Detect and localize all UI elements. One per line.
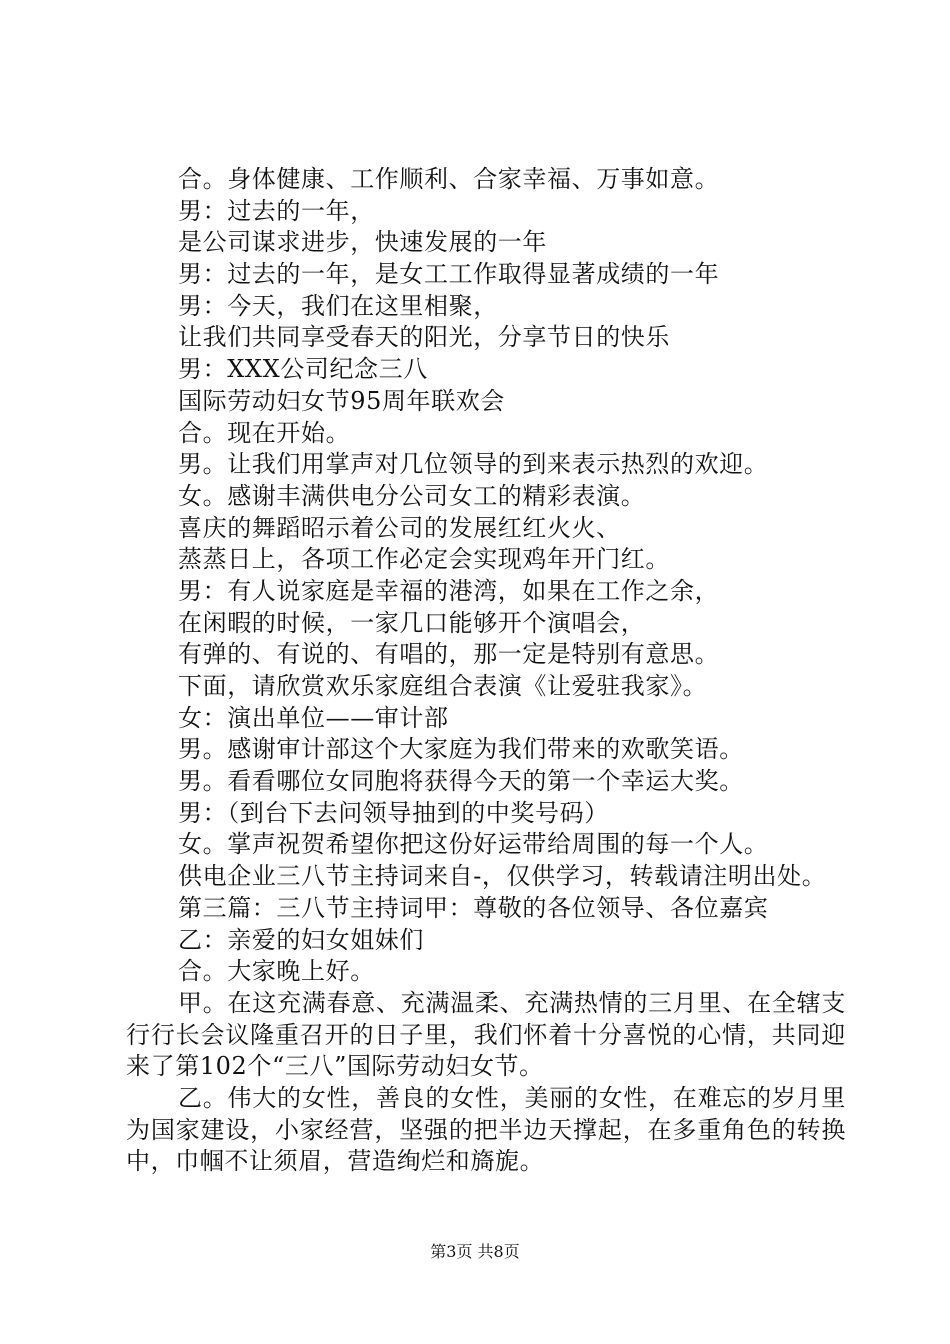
- text-line: 男。看看哪位女同胞将获得今天的第一个幸运大奖。: [178, 767, 744, 796]
- text-line: 供电企业三八节主持词来自-，仅供学习，转载请注明出处。: [178, 862, 827, 891]
- page-footer: 第3页 共8页: [430, 1242, 520, 1261]
- text-line: 男。感谢审计部这个大家庭为我们带来的欢歌笑语。: [178, 735, 744, 764]
- paragraph: 乙。伟大的女性，善良的女性，美丽的女性，在难忘的岁月里为国家建设，小家经营，坚强的把半边天撑起，在多重角色的转换中，巾帼不让须眉，营造绚烂和旖旎。: [126, 1083, 846, 1176]
- text-line: 蒸蒸日上，各项工作必定会实现鸡年开门红。: [178, 545, 670, 574]
- text-line: 乙：亲爱的妇女姐妹们: [178, 925, 424, 954]
- text-line: 合。现在开始。: [178, 418, 351, 447]
- text-line: 女。感谢丰满供电分公司女工的精彩表演。: [178, 481, 646, 510]
- text-line: 女。掌声祝贺希望你把这份好运带给周围的每一个人。: [178, 830, 769, 859]
- text-line: 是公司谋求进步，快速发展的一年: [178, 228, 547, 257]
- text-line: 国际劳动妇女节95周年联欢会: [178, 386, 505, 415]
- text-line: 合。大家晚上好。: [178, 957, 375, 986]
- text-line: 合。身体健康、工作顺利、合家幸福、万事如意。: [178, 165, 720, 193]
- text-line: 男：过去的一年，是女工工作取得显著成绩的一年: [178, 260, 720, 289]
- text-line: 男：今天，我们在这里相聚，: [178, 291, 498, 320]
- text-line: 男：（到台下去问领导抽到的中奖号码）: [178, 798, 609, 827]
- text-line: 男：过去的一年，: [178, 196, 375, 225]
- text-line: 男：XXX公司纪念三八: [178, 355, 428, 384]
- text-line: 女：演出单位——审计部: [178, 703, 449, 732]
- text-line: 男。让我们用掌声对几位领导的到来表示热烈的欢迎。: [178, 450, 769, 479]
- document-body: [126, 164, 846, 1178]
- text-line: 让我们共同享受春天的阳光，分享节日的快乐: [178, 323, 670, 352]
- text-line: 在闲暇的时候，一家几口能够开个演唱会，: [178, 608, 646, 637]
- text-line: 喜庆的舞蹈昭示着公司的发展红红火火、: [178, 513, 621, 542]
- text-line: 第三篇：三八节主持词甲：尊敬的各位领导、各位嘉宾: [178, 893, 769, 922]
- paragraph: 甲。在这充满春意、充满温柔、充满热情的三月里、在全辖支行行长会议隆重召开的日子里，我们怀着十分喜悦的心情，共同迎来了第102个“三八”国际劳动妇女节。: [126, 988, 846, 1081]
- text-line: 下面，请欣赏欢乐家庭组合表演《让爱驻我家》。: [178, 672, 708, 700]
- text-line: 有弹的、有说的、有唱的，那一定是特别有意思。: [178, 640, 720, 669]
- text-line: 男：有人说家庭是幸福的港湾，如果在工作之余，: [178, 576, 720, 605]
